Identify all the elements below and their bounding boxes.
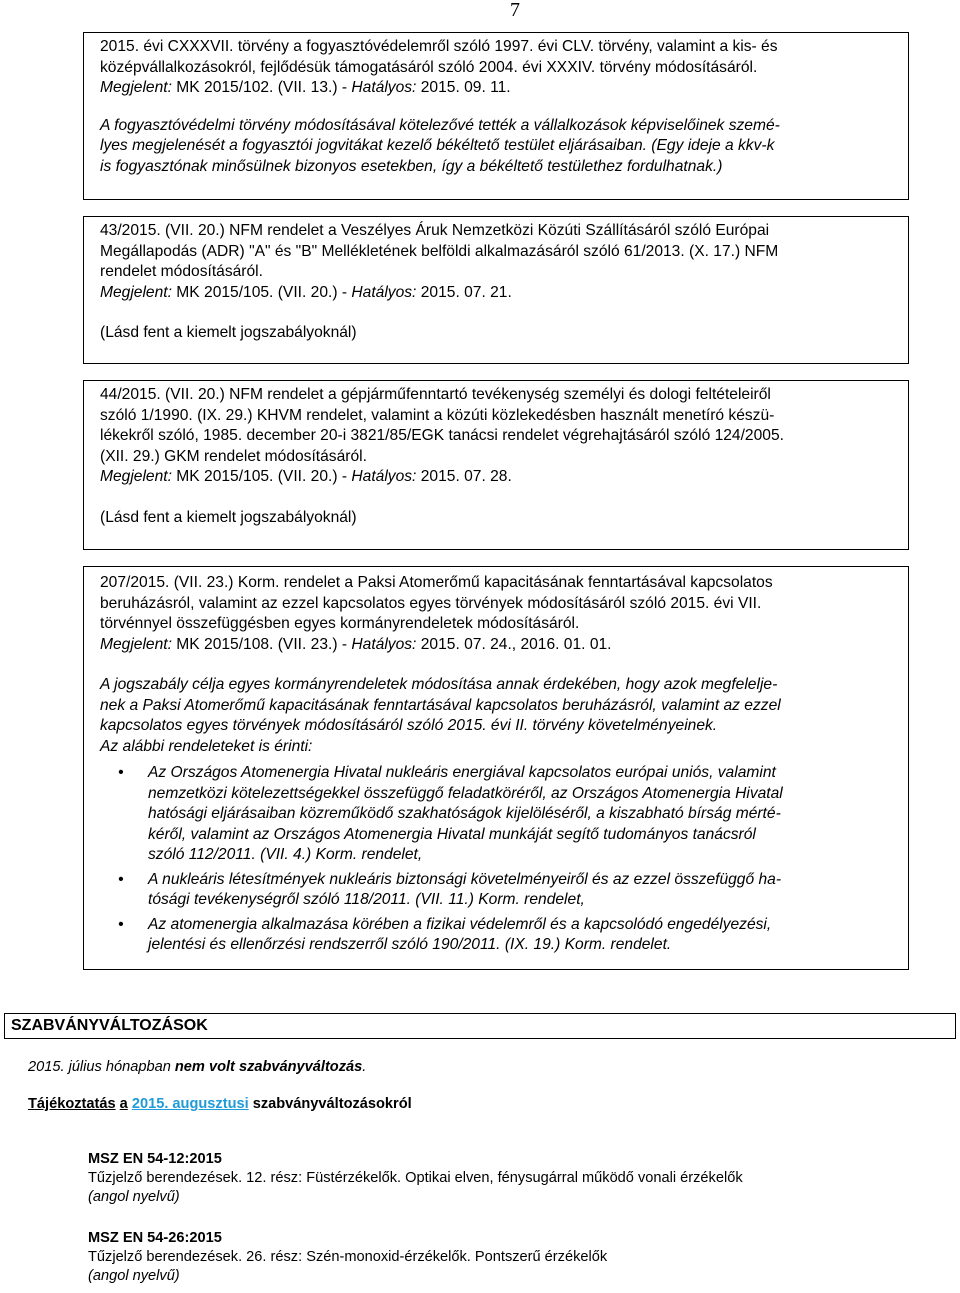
see-above-note: (Lásd fent a kiemelt jogszabályoknál): [100, 324, 357, 341]
see-above-note: (Lásd fent a kiemelt jogszabályoknál): [100, 508, 357, 526]
law-title-line: 44/2015. (VII. 20.) NFM rendelet a gépjárműfenntartó tevékenység személyi és dologi feltételeiről: [100, 386, 771, 403]
list-item-line: jelentési és ellenőrzési rendszerről szóló 190/2011. (IX. 19.) Korm. rendelet.: [148, 936, 672, 953]
law-entry-box: [83, 380, 909, 550]
info-heading: [28, 1095, 412, 1114]
effective-value: 2015. 09. 11.: [420, 79, 511, 96]
list-item-line: • A nukleáris létesítmények nukleáris biztonsági követelményeiről és az ezzel összefüggő ha-: [148, 870, 782, 888]
law-title-line: középvállalkozásokról, fejlődésük támogatásáról szóló 2004. évi XXXIV. törvény módosításáról.: [100, 58, 758, 76]
published-label: Megjelent:: [100, 635, 172, 653]
law-title-line: rendelet módosításáról.: [100, 263, 263, 280]
summary-paragraph: [100, 116, 892, 178]
info-heading-word: a: [119, 1096, 128, 1112]
law-entry-box: [83, 566, 909, 970]
law-title-line: (XII. 29.) GKM rendelet módosításáról.: [100, 447, 367, 465]
month-statement: [28, 1058, 366, 1077]
standard-item: [88, 1229, 607, 1286]
info-heading-word: Tájékoztatás: [28, 1096, 116, 1112]
list-item: [148, 915, 892, 956]
month-statement-text: 2015. július hónapban: [28, 1059, 171, 1075]
published-value: MK 2015/105. (VII. 20.) -: [176, 283, 348, 301]
law-title-line: szóló 1/1990. (IX. 29.) KHVM rendelet, valamint a közúti közlekedésben használt menetíró készü-: [100, 406, 775, 424]
list-item-line: kéről, valamint az Országos Atomenergia Hivatal munkáját segítő tudományos tanácsról: [148, 825, 756, 843]
standard-code: MSZ EN 54-26:2015: [88, 1230, 222, 1246]
published-label: Megjelent:: [100, 468, 172, 485]
law-title-line: 2015. évi CXXXVII. törvény a fogyasztóvédelemről szóló 1997. évi CLV. törvény, valamint a kis- és: [100, 38, 778, 55]
standard-description: Tűzjelző berendezések. 12. rész: Füstérzékelők. Optikai elven, fénysugárral működő vonali érzékelők: [88, 1170, 743, 1186]
effective-value: 2015. 07. 28.: [420, 468, 512, 485]
published-label: Megjelent:: [100, 283, 172, 301]
list-item-line: hatósági eljárásaiban közreműködő szakhatóságok kijelöléséről, a kiszabható bírság mérté-: [148, 805, 781, 822]
effective-value: 2015. 07. 24., 2016. 01. 01.: [420, 635, 612, 653]
effective-label: Hatályos:: [351, 468, 417, 485]
summary-line: lyes megjelenését a fogyasztói jogvitákat kezelő békéltető testület eljárásaiban. (Egy ideje a kkv-k: [100, 137, 775, 154]
month-statement-end: .: [362, 1059, 367, 1075]
published-label: Megjelent:: [100, 79, 172, 96]
summary-line: is fogyasztónak minősülnek bizonyos esetekben, így a békéltető testülethez fordulhatnak.): [100, 157, 723, 175]
published-value: MK 2015/105. (VII. 20.) -: [176, 468, 348, 485]
list-item: [148, 870, 892, 911]
law-entry-box: [83, 216, 909, 364]
publication-line: [100, 78, 892, 99]
list-item-line: • Az Országos Atomenergia Hivatal nukleáris energiával kapcsolatos európai uniós, valamint: [148, 764, 776, 781]
published-value: MK 2015/108. (VII. 23.) -: [176, 635, 348, 653]
info-heading-date: 2015. augusztusi: [131, 1096, 249, 1112]
publication-line: [100, 467, 892, 488]
affected-decrees-list: [100, 763, 892, 956]
list-item-line: nemzetközi kötelezettségekkel összefüggő feladatköréről, az Országos Atomenergia Hivatal: [148, 784, 783, 802]
page-number: 7: [510, 0, 520, 21]
summary-line: nek a Paksi Atomerőmű kapacitásának fenntartásával kapcsolatos beruházásról, valamint az ezzel: [100, 696, 781, 714]
standard-code: MSZ EN 54-12:2015: [88, 1151, 222, 1167]
effective-label: Hatályos:: [351, 635, 417, 653]
law-title-line: 207/2015. (VII. 23.) Korm. rendelet a Paksi Atomerőmű kapacitásának fenntartásával kapcsolatos: [100, 574, 773, 591]
summary-line: kapcsolatos egyes törvények módosításáról szóló 2015. évi II. törvény követelményeinek.: [100, 717, 718, 734]
law-title-line: 43/2015. (VII. 20.) NFM rendelet a Veszélyes Áruk Nemzetközi Közúti Szállításáról szóló Európai: [100, 222, 770, 239]
law-entry-box: [83, 32, 909, 200]
law-title-line: beruházásról, valamint az ezzel kapcsolatos egyes törvények módosításáról szóló 2015. évi VII.: [100, 594, 762, 612]
list-item-line: tósági tevékenységről szóló 118/2011. (VII. 11.) Korm. rendelet,: [148, 891, 585, 908]
summary-line: Az alábbi rendeleteket is érinti:: [100, 737, 313, 755]
summary-paragraph: [100, 675, 892, 956]
effective-label: Hatályos:: [351, 79, 417, 96]
standard-language: (angol nyelvű): [88, 1189, 180, 1205]
effective-value: 2015. 07. 21.: [420, 283, 512, 301]
standard-description: Tűzjelző berendezések. 26. rész: Szén-monoxid-érzékelők. Pontszerű érzékelők: [88, 1249, 608, 1265]
list-item-line: szóló 112/2011. (VII. 4.) Korm. rendelet,: [148, 846, 423, 863]
publication-line: [100, 283, 892, 304]
law-title-line: törvénnyel összefüggésben egyes kormányrendeletek módosításáról.: [100, 615, 580, 632]
effective-label: Hatályos:: [351, 283, 417, 301]
info-heading-word: szabványváltozásokról: [252, 1096, 412, 1112]
summary-line: A jogszabály célja egyes kormányrendeletek módosítása annak érdekében, hogy azok megfelelje-: [100, 676, 778, 693]
standard-language: (angol nyelvű): [88, 1268, 180, 1284]
list-item-line: • Az atomenergia alkalmazása körében a fizikai védelemről és a kapcsolódó engedélyezési,: [148, 915, 772, 933]
law-title-line: Megállapodás (ADR) "A" és "B" Mellékletének belföldi alkalmazásáról szóló 61/2013. (X. 17.) NFM: [100, 242, 779, 260]
standard-item: [88, 1150, 743, 1207]
section-title: SZABVÁNYVÁLTOZÁSOK: [4, 1013, 956, 1039]
published-value: MK 2015/102. (VII. 13.) -: [176, 79, 348, 96]
month-statement-bold: nem volt szabványváltozás: [174, 1059, 363, 1075]
summary-line: A fogyasztóvédelmi törvény módosításával kötelezővé tették a vállalkozások képviselőinek szemé-: [100, 116, 780, 134]
law-title-line: lékekről szóló, 1985. december 20-i 3821/85/EGK tanácsi rendelet végrehajtásáról szóló 124/2005.: [100, 427, 784, 444]
publication-line: [100, 635, 892, 656]
list-item: [148, 763, 892, 866]
